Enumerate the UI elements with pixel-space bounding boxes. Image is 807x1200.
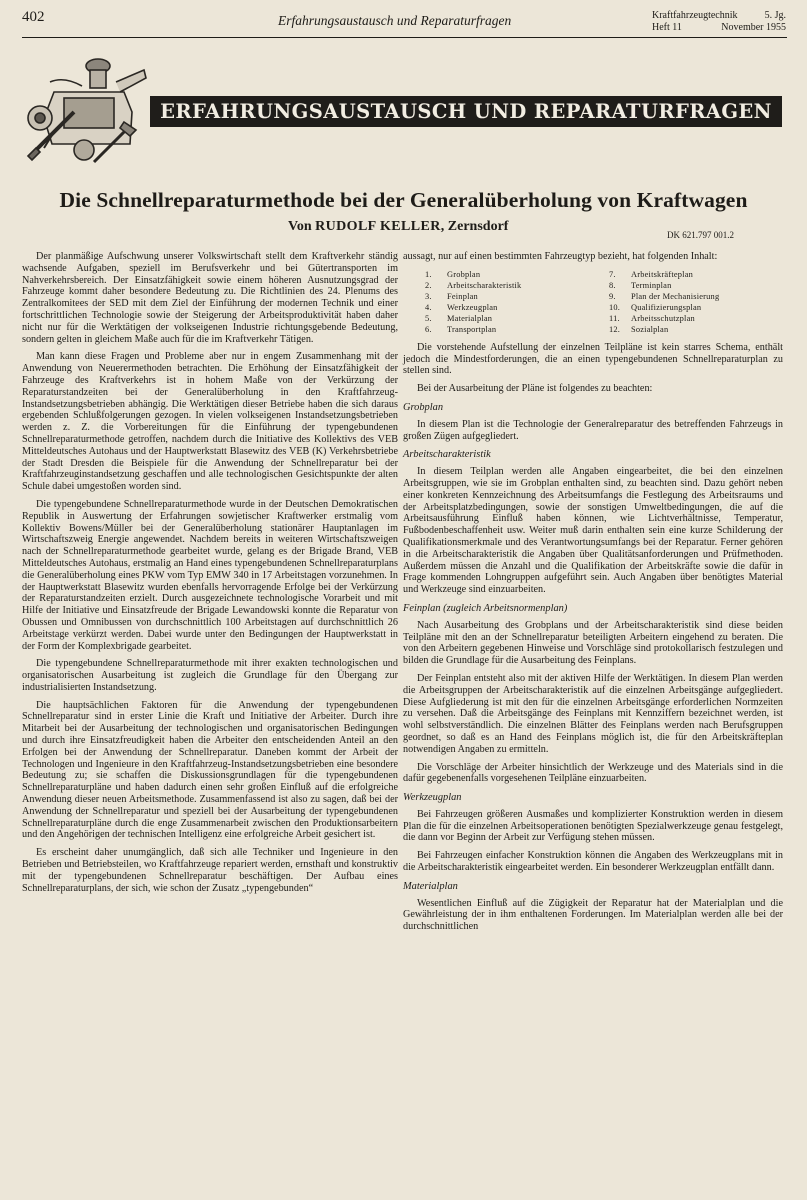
classification-code: DK 621.797 001.2 xyxy=(667,230,734,240)
plan-list xyxy=(425,269,783,335)
paragraph: Der planmäßige Aufschwung unserer Volkswirtschaft stellt dem Kraftverkehr ständig wachsende Aufgaben, speziell im Berufsverkehr und bei Gütertransporten im Nahverkehrsbereich. Der Einsatzfähigkeit sowie einem höheren Ausnutzungsgrad der Fahrzeuge kommt daher besondere Bedeutung zu. Die Richtlinien des 24. Plenums des Zentralkomitees der SED mit dem Ziel der Einführung der modernen Technik und einer fortschrittlichen Technologie sowie der Steigerung der Arbeitsproduktivität haben daher nicht nur für die Werktätigen der volkseigenen Industrie richtungsgebende Bedeutung, sondern gelten in gleichem Maße auch für die im Kraftverkehr Tätigen. xyxy=(22,251,398,345)
subheading-werkzeugplan: Werkzeugplan xyxy=(403,792,462,804)
paragraph: Wesentlichen Einfluß auf die Zügigkeit der Reparatur hat der Materialplan und die Gewährleistung der in ihm enthaltenen Forderungen. Im Materialplan werden alle bei der durchschnittlichen xyxy=(403,897,783,933)
paragraph: Nach Ausarbeitung des Grobplans und der Arbeitscharakteristik sind diese beiden Teilpläne mit den an der Schnellreparatur beteiligten Arbeitern eingehend zu beraten. Die von den Arbeitern gegebenen Hinweise und Vorschläge sind protokollarisch festzulegen und bilden die Grundlage für die Ausarbeitung des Feinplans. xyxy=(403,619,783,667)
subheading-materialplan: Materialplan xyxy=(403,880,458,892)
paragraph: Die hauptsächlichen Faktoren für die Anwendung der typengebundenen Schnellreparatur sind in erster Linie die Kraft und Initiative der Arbeiter. Durch ihre Mitarbeit bei der Ausarbeitung der technologischen und organisatorischen Bedingungen und durch ihre Einsatzfreudigkeit haben die Arbeiter den entscheidenden Anteil an den Erfolgen bei der Anwendung der Schnellreparatur. Daneben kommt der Arbeit der Technologen und Ingenieure in den Kraftfahrzeug-Instandsetzungsbetrieben eine besondere Bedeutung zu; sie schaffen die Diskussionsgrundlagen für die typengebundenen Schnellreparaturpläne und haben dadurch einen sehr großen Einfluß auf die erfolgreiche Anwendung dieser neuen Arbeitsmethode. Zusammenfassend ist also zu sagen, daß bei der Anwendung der Schnellreparatur und speziell bei der Ausarbeitung der typengebundenen Schnellreparaturpläne durch die enge Zusammenarbeit zwischen den Produktionsarbeitern und den Angehörigen der technischen Intelligenz eine erfolgreiche Arbeit gesichert ist. xyxy=(22,699,398,841)
subheading-feinplan: Feinplan (zugleich Arbeitsnormenplan) xyxy=(403,602,568,614)
plan-list-item: 12. Sozialplan xyxy=(609,324,669,334)
paragraph: Es erscheint daher unumgänglich, daß sich alle Techniker und Ingenieure in den Betrieben und Betriebsteilen, wo Kraftfahrzeuge repariert werden, ernsthaft und konstruktiv mit der typengebundenen Schnellreparatur beschäftigen. Der Aufbau eines Schnellreparaturplans, der sich, wie schon der Zusatz „typengebunden“ xyxy=(22,847,398,894)
journal-volume: 5. Jg. xyxy=(764,10,786,21)
left-column xyxy=(22,251,398,900)
plan-list-item: 1. Grobplan xyxy=(425,269,481,279)
plan-list-item: 8. Terminplan xyxy=(609,280,672,290)
paragraph: Bei Fahrzeugen größeren Ausmaßes und komplizierter Konstruktion werden in diesem Plan die für die einzelnen Arbeitsoperationen benötigten Spezialwerkzeuge genau festgelegt, die dann vor Beginn der Arbeit zur Verfügung stehen müssen. xyxy=(403,808,783,844)
paragraph: Man kann diese Fragen und Probleme aber nur in engem Zusammenhang mit der Anwendung von Neuerermethoden betrachten. Die Erhöhung der Einsatzfähigkeit der Fahrzeuge des Kraftverkehrs ist in hohem Maße von der Verkürzung der Reparaturstandzeiten bei der Generalüberholung in den Kraftfahrzeug-Instandsetzungsbetrieben abhängig. Die Werktätigen dieser Betriebe haben die sich daraus ergebenden Schlußfolgerungen gezogen. In vielen volkseigenen Instandsetzungsbetrieben werden z. Z. die Vorbereitungen für die Einführung der typengebundenen Schnellreparaturmethode getroffen, nachdem durch die Initiative des Kollektivs des VEB Mitteldeutsches Autohaus und der Hauptwerkstatt Blasewitz des VEB (K) Verkehrsbetriebe der Stadt Dresden die Beispiele für die Anwendung der Schnellreparatur bei der Kraftfahrzeuginstandsetzung geschaffen und alle technologischen Gesichtspunkte der alten Schule dabei umgestoßen worden sind. xyxy=(22,351,398,493)
running-title: Erfahrungsaustausch und Reparaturfragen xyxy=(278,13,512,28)
plan-list-item: 5. Materialplan xyxy=(425,313,493,323)
author-name: RUDOLF KELLER xyxy=(315,219,441,234)
plan-list-item: 2. Arbeitscharakteristik xyxy=(425,280,522,290)
paragraph: aussagt, nur auf einen bestimmten Fahrzeugtyp bezieht, hat folgenden Inhalt: xyxy=(403,251,718,262)
plan-list-item: 11. Arbeitsschutzplan xyxy=(609,313,695,323)
journal-name: Kraftfahrzeugtechnik xyxy=(652,10,738,21)
paragraph: In diesem Teilplan werden alle Angaben eingearbeitet, die bei den einzelnen Arbeitsgruppen, wie sie im Grobplan enthalten sind, zu beachten sind. Dazu gehört neben einer konkreten Kennzeichnung des Arbeitsumfangs die Festlegung des Arbeitsraums und der Arbeitsplatzbedingungen, sowie der sonstigen Umweltbedingungen, die auf die Arbeitsausführung Einfluß haben können, wie Lichtverhältnisse, Temperatur, Fußbodenbeschaffenheit usw. Weiter muß darin enthalten sein eine kurze Schilderung der Qualifikationsmerkmale und des Verantwortungsumfangs bei der Reparatur. Ferner gehören in die Arbeitscharakteristik die Angaben über Qualitätsanforderungen und Prüfmethoden. Außerdem müssen die Anzahl und die Qualifikation der Arbeitskräfte sowie die dafür in Frage kommenden Lohngruppen aufgeführt sein. Auch Angaben über benötigtes Material und Werkzeuge sind einzuarbeiten. xyxy=(403,466,783,596)
plan-list-item: 3. Feinplan xyxy=(425,291,478,301)
byline xyxy=(288,219,508,235)
paragraph: Die typengebundene Schnellreparaturmethode wurde in der Deutschen Demokratischen Republik in Auswertung der Erfahrungen sowjetischer Kraftwerker erstmalig vom Kollektiv Bowens/Müller bei der Generalüberholung stationärer Hauptanlagen im Wirtschaftszweig Energie angewendet. Nachdem bereits in weiteren Wirtschaftszweigen nach der Schnellreparaturmethode gearbeitet wurde, gelang es der Brigade Brand, VEB Mitteldeutsches Autohaus, erstmalig an Hand eines typengebundenen Schnellreparaturplans die Generalüberholung eines PKW vom Typ EMW 340 in 17 Arbeitstagen vorzunehmen. In der Hauptwerkstatt Blasewitz wurden ebenfalls hervorragende Erfolge bei der Verkürzung der Reparaturstandzeiten erzielt. Durch ausgezeichnete technologische Vorarbeit und mit Hilfe der Initiative und Einsatzfreude der Brigade Lewandowski konnte die Reparatur von Obussen und Omnibussen von durchschnittlich 100 Arbeitstagen auf durchschnittlich 26 Arbeitstage verkürzt werden. Dabei wurde unter den Bedingungen der Hauptwerkstatt in der Form der Komplexbrigade gearbeitet. xyxy=(22,498,398,652)
author-location: , Zernsdorf xyxy=(440,219,509,234)
paragraph: Die vorstehende Aufstellung der einzelnen Teilpläne ist kein starres Schema, enthält jedoch die Mindestforderungen, die an einen typengebundenen Schnellreparaturplan zu stellen sind. xyxy=(403,341,783,377)
article-title: Die Schnellreparaturmethode bei der Generalüberholung von Kraftwagen xyxy=(59,188,748,212)
paragraph: Bei der Ausarbeitung der Pläne ist folgendes zu beachten: xyxy=(417,383,653,395)
right-column xyxy=(403,251,783,939)
paragraph: Die Vorschläge der Arbeiter hinsichtlich der Werkzeuge und des Materials sind in die dafür gegebenenfalls vorgesehenen Teilpläne einzuarbeiten. xyxy=(403,761,783,785)
plan-list-item: 6. Transportplan xyxy=(425,324,497,334)
header-rule xyxy=(22,37,787,38)
paragraph: Bei Fahrzeugen einfacher Konstruktion können die Angaben des Werkzeugplans mit in die Arbeitscharakteristik eingearbeitet werden. Ein besonderer Werkzeugplan entfällt dann. xyxy=(403,850,783,874)
plan-list-item: 10. Qualifizierungsplan xyxy=(609,302,702,312)
plan-list-item: 4. Werkzeugplan xyxy=(425,302,498,312)
paragraph: Die typengebundene Schnellreparaturmethode mit ihrer exakten technologischen und organisatorischen Ausarbeitung ist zugleich die Grundlage für den Übergang zur industrialisierten Instandsetzung. xyxy=(22,658,398,693)
engine-tools-logo xyxy=(24,52,148,166)
plan-list-item: 7. Arbeitskräfteplan xyxy=(609,269,694,279)
byline-prefix: Von xyxy=(288,219,312,234)
journal-issue: Heft 11 xyxy=(652,22,682,33)
subheading-grobplan: Grobplan xyxy=(403,401,444,413)
plan-list-item: 9. Plan der Mechanisierung xyxy=(609,291,720,301)
journal-info xyxy=(652,10,786,34)
subheading-arbeitscharakteristik: Arbeitscharakteristik xyxy=(403,449,491,461)
paragraph: Der Feinplan entsteht also mit der aktiven Hilfe der Werktätigen. In diesem Plan werden die Arbeitsgruppen der Arbeitscharakteristik auf die einzelnen Arbeitsgänge aufgegliedert. Diese Aufgliederung ist mit den für die einzelnen Arbeitsgänge erforderlichen Normzeiten zu versehen. Daß die Arbeitsgänge des Feinplans mit Kennziffern bezeichnet werden, ist wohl selbstverständlich. Die einzelnen Blätter des Feinplans werden nach Berufsgruppen geordnet, so daß es an Hand des Feinplans möglich ist, die für den Arbeitskräfteplan notwendigen Angaben zu ermitteln. xyxy=(403,672,783,755)
section-banner: ERFAHRUNGSAUSTAUSCH UND REPARATURFRAGEN xyxy=(150,96,782,127)
journal-date: November 1955 xyxy=(721,22,786,33)
paragraph: In diesem Plan ist die Technologie der Generalreparatur des betreffenden Fahrzeugs in großen Zügen aufgegliedert. xyxy=(403,418,783,442)
page-number: 402 xyxy=(22,9,45,25)
